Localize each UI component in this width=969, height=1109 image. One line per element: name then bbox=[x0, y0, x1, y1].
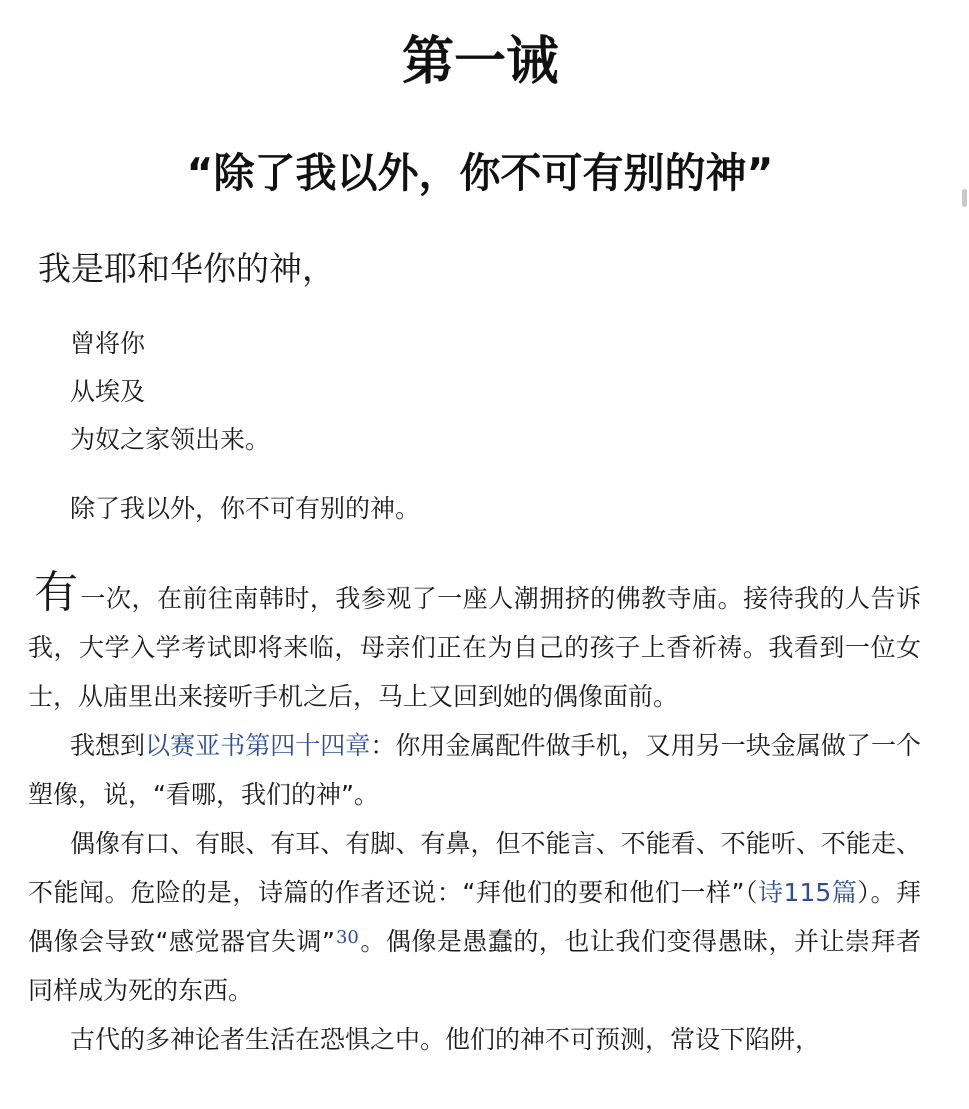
scripture-poem bbox=[70, 320, 270, 464]
poem-line: 为奴之家领出来。 bbox=[70, 425, 271, 454]
body-text bbox=[28, 567, 921, 1064]
poem-line: 曾将你 bbox=[70, 329, 146, 358]
text-segment: 古代的多神论者生活在恐惧之中。他们的神不可预测，常设下陷阱， bbox=[70, 1025, 821, 1054]
text-segment: 一次，在前往南韩时，我参观了一座人潮拥挤的佛教寺庙。接待我的人告诉我，大学入学考试即将来临，母亲们正在为自己的孩子上香祈祷。我看到一位女士，从庙里出来接听手机之后，马上又回到她的偶像面前。 bbox=[28, 584, 921, 711]
text-segment: 我想到 bbox=[70, 731, 146, 760]
body-paragraph bbox=[28, 721, 921, 819]
drop-cap: 有 bbox=[34, 567, 79, 618]
scrollbar-thumb[interactable] bbox=[962, 189, 967, 207]
poem-line: 从埃及 bbox=[70, 377, 146, 406]
scripture-lead: 我是耶和华你的神， bbox=[38, 249, 335, 288]
text-segment: ：你用金属配件做手机，又用另一块金属做了一个塑像，说，“看哪，我们的神”。 bbox=[28, 731, 921, 809]
body-paragraph bbox=[28, 567, 921, 721]
text-segment: ）。拜偶像会导致“感觉器官失调” bbox=[28, 878, 921, 956]
body-paragraph bbox=[28, 819, 921, 1015]
text-segment: 。偶像是愚蠢的，也让我们变得愚昧，并让崇拜者同样成为死的东西。 bbox=[28, 927, 921, 1005]
chapter-subtitle: “除了我以外，你不可有别的神” bbox=[186, 149, 774, 197]
text-segment: 偶像有口、有眼、有耳、有脚、有鼻，但不能言、不能看、不能听、不能走、不能闻。危险的是，诗篇的作者还说：“拜他们的要和他们一样”（ bbox=[28, 829, 921, 907]
footnote-link[interactable]: 30 bbox=[335, 927, 359, 948]
body-paragraph bbox=[28, 1015, 921, 1064]
scrollbar[interactable] bbox=[960, 0, 969, 1109]
scripture-command: 除了我以外，你不可有别的神。 bbox=[70, 494, 421, 523]
scripture-link[interactable]: 诗115篇 bbox=[758, 878, 858, 907]
scripture-link[interactable]: 以赛亚书第四十四章 bbox=[145, 731, 371, 760]
chapter-title: 第一诫 bbox=[401, 32, 558, 92]
